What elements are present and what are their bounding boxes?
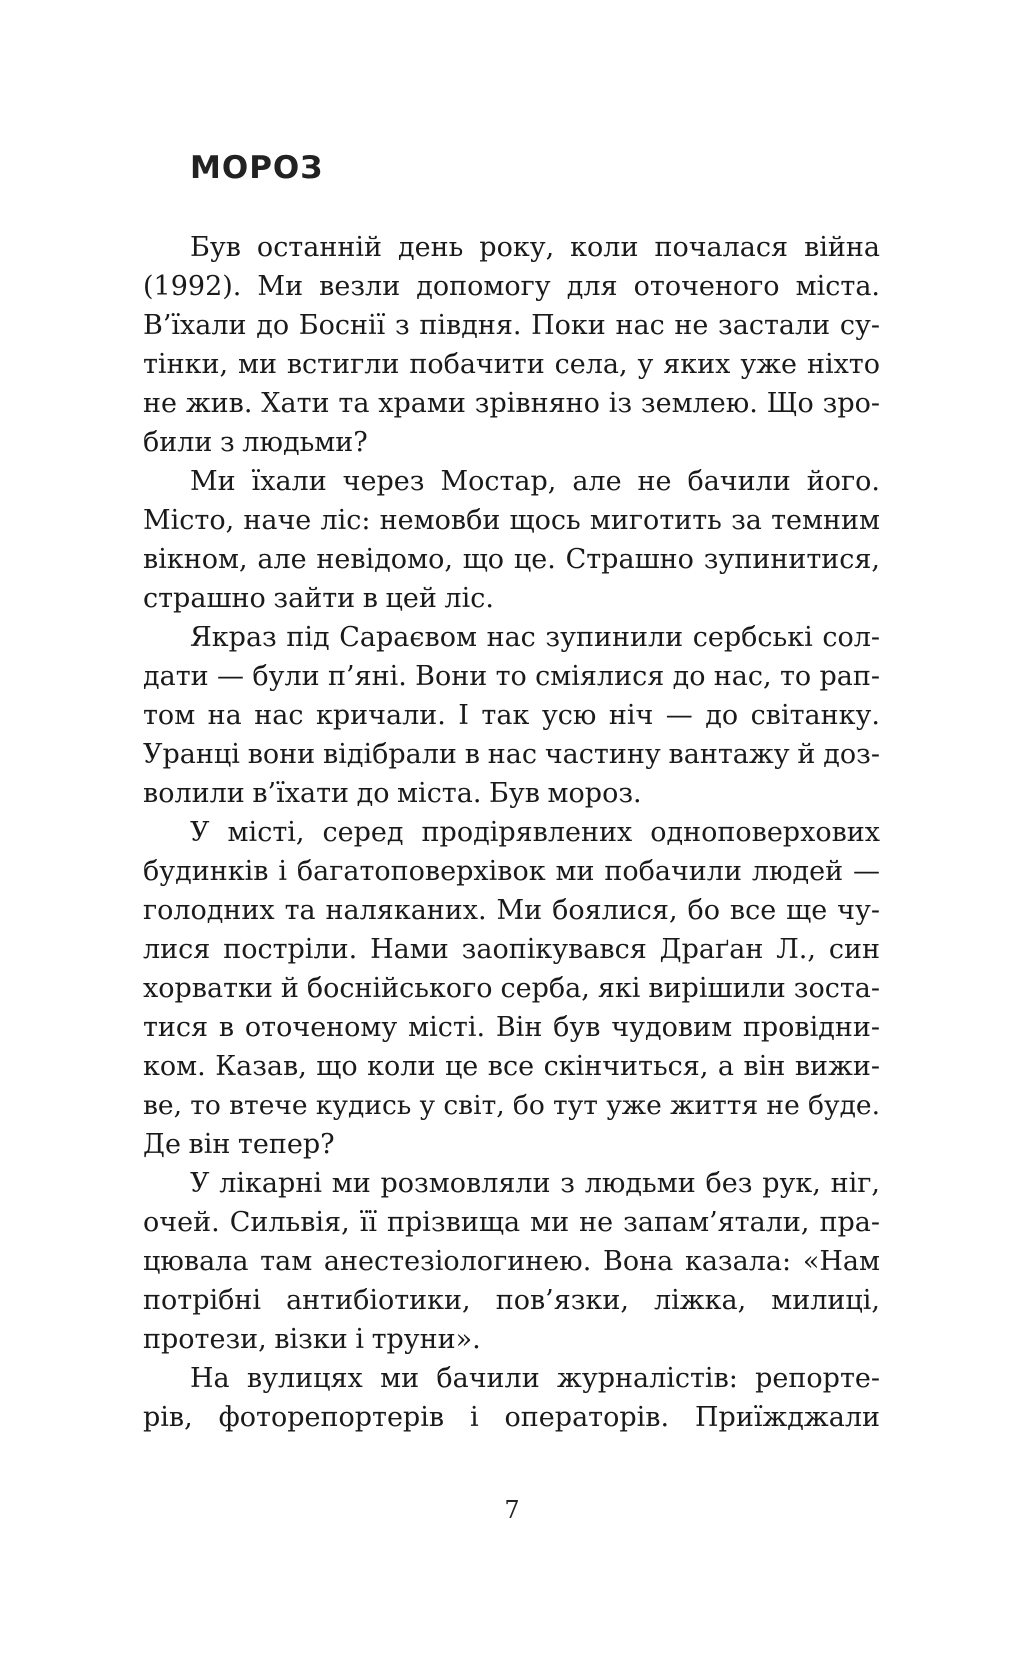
text-line: протези, візки і труни». [143,1324,481,1355]
text-line: страшно зайти в цей ліс. [143,583,494,614]
text-line: В’їхали до Боснії з півдня. Поки нас не застали су- [143,310,880,341]
text-line: цювала там анестезіологинею. Вона казала: «Нам [143,1246,880,1277]
text-line: Був останній день року, коли почалася війна [190,232,880,263]
text-line: будинків і багатоповерхівок ми побачили людей — [143,856,880,887]
text-line: ве, то втече кудись у світ, бо тут уже життя не буде. [143,1090,880,1121]
text-line: лися постріли. Нами заопікувався Драґан Л., син [143,934,880,965]
text-line: били з людьми? [143,427,368,458]
text-line: волили в’їхати до міста. Був мороз. [143,778,642,809]
text-line: Якраз під Сараєвом нас зупинили сербські сол- [190,622,880,653]
text-line: рів, фоторепортерів і операторів. Приїжджали [143,1402,880,1433]
text-line: Ми їхали через Мостар, але не бачили його. [190,466,880,497]
body-text [143,228,880,1437]
text-line: голодних та наляканих. Ми боялися, бо все ще чу- [143,895,880,926]
page-number: 7 [504,1496,520,1524]
text-line: У місті, серед продірявлених одноповерхових [190,817,880,848]
text-line: вікном, але невідомо, що це. Страшно зупинитися, [143,544,880,575]
text-line: ком. Казав, що коли це все скінчиться, а він вижи- [143,1051,880,1082]
text-line: не жив. Хати та храми зрівняно із землею. Що зро- [143,388,880,419]
text-line: Уранці вони відібрали в нас частину вантажу й доз- [143,739,880,770]
text-line: (1992). Ми везли допомогу для оточеного міста. [143,271,880,302]
text-line: У лікарні ми розмовляли з людьми без рук, ніг, [190,1168,880,1199]
chapter-title: МОРОЗ [190,150,324,186]
text-line: тися в оточеному місті. Він був чудовим провідни- [143,1012,880,1043]
text-line: Де він тепер? [143,1129,335,1160]
text-line: хорватки й боснійського серба, які вирішили зоста- [143,973,880,1004]
text-line: Місто, наче ліс: немовби щось миготить за темним [143,505,880,536]
text-line: тінки, ми встигли побачити села, у яких уже ніхто [143,349,880,380]
text-line: потрібні антибіотики, пов’язки, ліжка, милиці, [143,1285,880,1316]
text-line: том на нас кричали. І так усю ніч — до світанку. [143,700,880,731]
text-line: На вулицях ми бачили журналістів: репорте- [190,1363,880,1394]
text-line: очей. Сильвія, її прізвища ми не запам’ятали, пра- [143,1207,880,1238]
text-line: дати — були п’яні. Вони то сміялися до нас, то рап- [143,661,880,692]
